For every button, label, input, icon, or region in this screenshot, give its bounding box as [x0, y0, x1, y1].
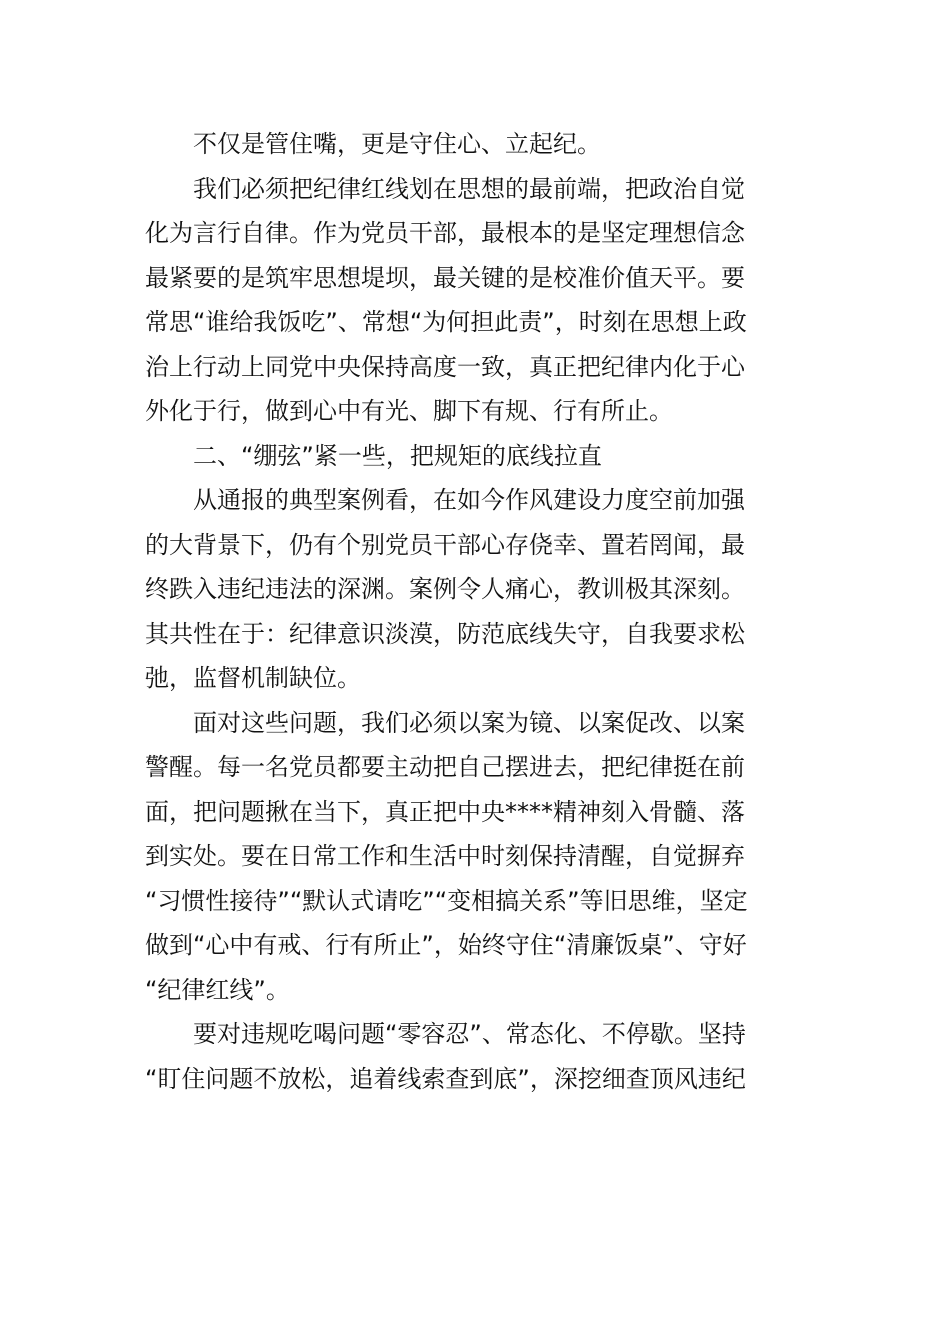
text-line: “盯住问题不放松，追着线索查到底”，深挖细查顶风违纪 [145, 1064, 746, 1093]
text-line: 其共性在于：纪律意识淡漠，防范底线失守，自我要求松 [145, 619, 745, 648]
text-line: 要对违规吃喝问题“零容忍”、常态化、不停歇。坚持 [193, 1020, 746, 1048]
document-body [145, 122, 807, 1101]
text-line: “纪律红线”。 [145, 975, 290, 1004]
text-line: 不仅是管住嘴，更是守住心、立起纪。 [193, 130, 601, 158]
text-line: 常思“谁给我饭吃”、常想“为何担此责”，时刻在思想上政 [145, 308, 747, 336]
text-line: “习惯性接待”“默认式请吃”“变相搞关系”等旧思维，坚定 [145, 886, 748, 915]
text-line: 治上行动上同党中央保持高度一致，真正把纪律内化于心 [145, 352, 745, 381]
text-line: 化为言行自律。作为党员干部，最根本的是坚定理想信念 [145, 219, 745, 247]
text-line: 二、“绷弦”紧一些，把规矩的底线拉直 [193, 441, 602, 470]
text-line: 到实处。要在日常工作和生活中时刻保持清醒，自觉摒弃 [145, 842, 745, 870]
text-line: 最紧要的是筑牢思想堤坝，最关键的是校准价值天平。要 [145, 263, 745, 292]
text-line: 做到“心中有戒、行有所止”，始终守住“清廉饭桌”、守好 [145, 931, 747, 959]
text-line: 面对这些问题，我们必须以案为镜、以案促改、以案 [193, 708, 745, 737]
text-line: 外化于行，做到心中有光、脚下有规、行有所止。 [145, 397, 673, 425]
text-line: 终跌入违纪违法的深渊。案例令人痛心，教训极其深刻。 [145, 575, 745, 603]
text-line: 面，把问题揪在当下，真正把中央****精神刻入骨髓、落 [145, 797, 745, 826]
text-line: 我们必须把纪律红线划在思想的最前端，把政治自觉 [193, 174, 745, 203]
text-line: 从通报的典型案例看，在如今作风建设力度空前加强 [193, 486, 745, 514]
text-line: 警醒。每一名党员都要主动把自己摆进去，把纪律挺在前 [145, 753, 745, 781]
text-line: 弛，监督机制缺位。 [145, 664, 361, 692]
text-line: 的大背景下，仍有个别党员干部心存侥幸、置若罔闻，最 [145, 530, 745, 559]
